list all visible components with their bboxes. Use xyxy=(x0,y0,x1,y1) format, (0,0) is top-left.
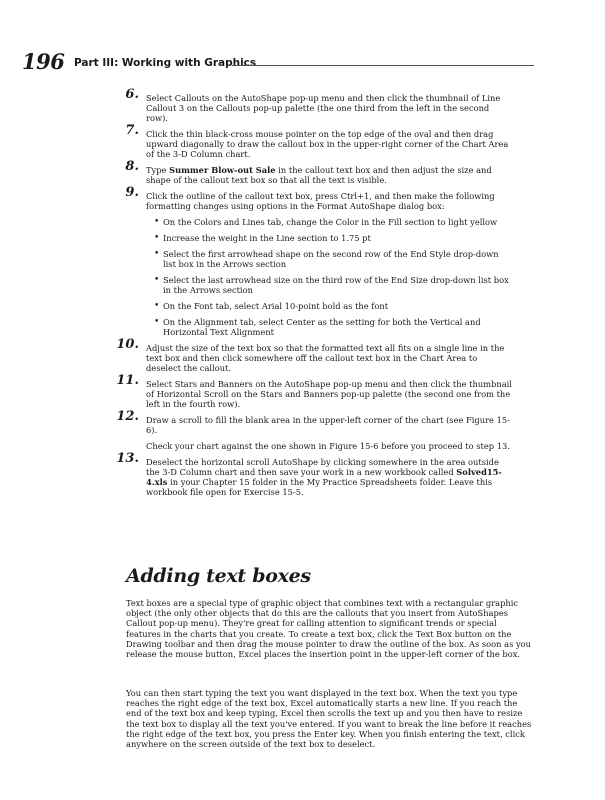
step-text: Deselect the horizontal scroll AutoShape by clicking somewhere in the area outside the 3-D Column chart and then save your work in a new workbook called Solved15-4.xls in your Chapter 15 folder in the My Practice Spreadsheets folder. Leave this workbook file open for Exercise 15-5. xyxy=(146,457,502,497)
step-number: 10. xyxy=(116,337,139,352)
step-number: 11. xyxy=(116,373,139,388)
step-13 xyxy=(103,451,513,497)
step-text: Select Stars and Banners on the AutoShape pop-up menu and then click the thumbnail of Horizontal Scroll on the Stars and Banners pop-up palette (the second one from the left in the fourth row). xyxy=(146,379,512,409)
step-number: 12. xyxy=(116,409,139,424)
step-text: Click the thin black-cross mouse pointer on the top edge of the oval and then drag upward diagonally to draw the callout box in the upper-right corner of the Chart Area of the 3-D Column chart. xyxy=(146,129,509,159)
bullet-item: • Select the last arrowhead size on the third row of the End Size drop-down list box in the Arrows section xyxy=(146,275,513,295)
header-rule xyxy=(232,65,534,66)
page-number: 196 xyxy=(22,49,65,74)
bullet-item: • Select the first arrowhead shape on the second row of the End Style drop-down list box in the Arrows section xyxy=(146,249,513,269)
step-9 xyxy=(103,185,513,337)
steps-list xyxy=(103,87,513,503)
step-8 xyxy=(103,159,513,185)
bold-text: Summer Blow-out Sale xyxy=(169,165,276,175)
step-12 xyxy=(103,409,513,451)
step-10 xyxy=(103,337,513,373)
step-text: Select Callouts on the AutoShape pop-up menu and then click the thumbnail of Line Callout 3 on the Callouts pop-up palette (the one third from the left in the second row). xyxy=(146,93,501,123)
body-paragraph: You can then start typing the text you want displayed in the text box. When the text you type reaches the right edge of the text box, Excel automatically starts a new line. If you reach the end of the text box and keep typing, Excel then scrolls the text up and you then have to resize the text box to display all the text you've entered. If you want to break the line before it reaches the right edge of the text box, you press the Enter key. When you finish entering the text, click anywhere on the screen outside of the text box to deselect. xyxy=(126,688,532,750)
bullet-item: • On the Colors and Lines tab, change the Color in the Fill section to light yellow xyxy=(146,217,513,227)
step-number: 7. xyxy=(125,123,139,138)
step-6 xyxy=(103,87,513,123)
bullet-item: • Increase the weight in the Line section to 1.75 pt xyxy=(146,233,513,243)
step-text: Draw a scroll to fill the blank area in the upper-left corner of the chart (see Figure 15-6). xyxy=(146,415,510,435)
step-note: Check your chart against the one shown in Figure 15-6 before you proceed to step 13. xyxy=(146,441,510,451)
step-text: Adjust the size of the text box so that the formatted text all fits on a single line in the text box and then click somewhere off the callout text box in the Chart Area to deselect the callout. xyxy=(146,343,505,373)
step-7 xyxy=(103,123,513,159)
body-paragraph: Text boxes are a special type of graphic object that combines text with a rectangular graphic object (the only other objects that do this are the callouts that you insert from AutoShapes Callout pop-up menu). They're great for calling attention to significant trends or special features in the charts that you create. To create a text box, click the Text Box button on the Drawing toolbar and then drag the mouse pointer to draw the outline of the box. As soon as you release the mouse button, Excel places the insertion point in the upper-left corner of the box. xyxy=(126,598,532,660)
bullet-list xyxy=(146,217,513,337)
bold-text: Solved15-4.xls xyxy=(146,467,502,487)
step-text: Click the outline of the callout text box, press Ctrl+1, and then make the following formatting changes using options in the Format AutoShape dialog box: xyxy=(146,191,495,211)
page-header xyxy=(22,44,534,74)
bullet-item: • On the Alignment tab, select Center as the setting for both the Vertical and Horizontal Text Alignment xyxy=(146,317,513,337)
step-number: 8. xyxy=(125,159,139,174)
step-text: Type Summer Blow-out Sale in the callout text box and then adjust the size and shape of the callout text box so that all the text is visible. xyxy=(146,165,492,185)
part-title: Part III: Working with Graphics xyxy=(74,57,257,69)
section-heading: Adding text boxes xyxy=(126,565,311,587)
step-number: 6. xyxy=(125,87,139,102)
step-number: 13. xyxy=(116,451,139,466)
step-number: 9. xyxy=(125,185,139,200)
bullet-item: • On the Font tab, select Arial 10-point bold as the font xyxy=(146,301,513,311)
step-11 xyxy=(103,373,513,409)
